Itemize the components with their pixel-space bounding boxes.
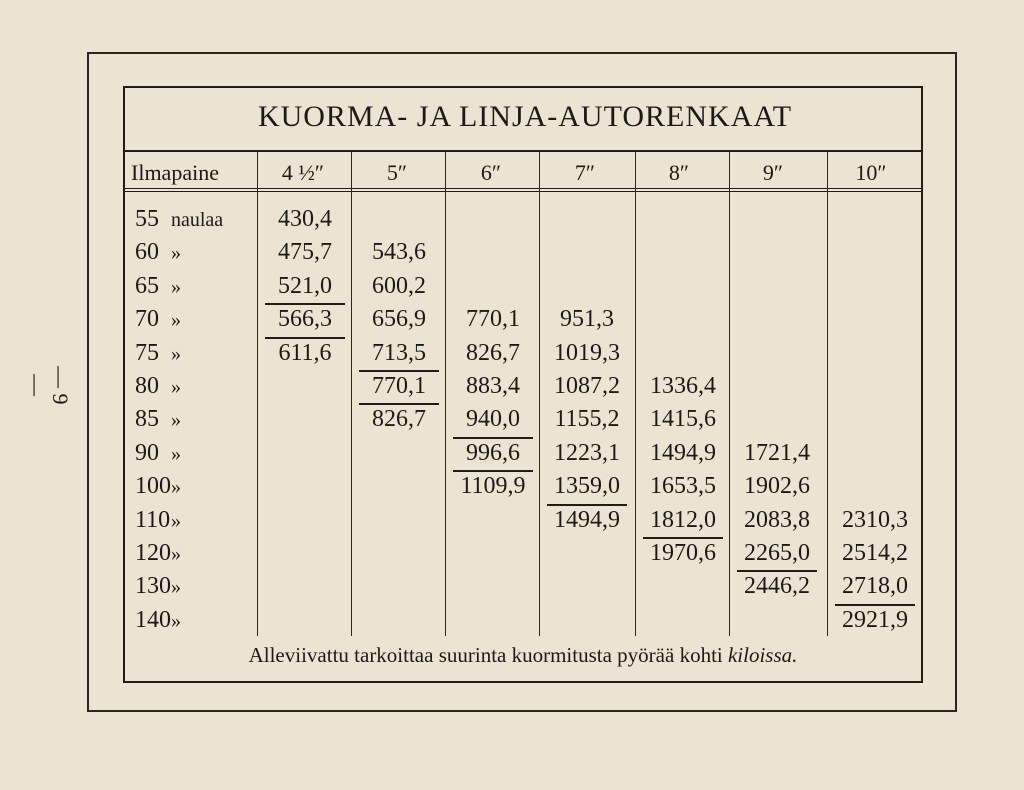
- load-cell: 996,6: [447, 440, 539, 467]
- pressure-value: 85: [135, 406, 159, 433]
- load-cell: 1155,2: [554, 406, 620, 433]
- table-row: [125, 440, 921, 473]
- pressure-value: 55: [135, 206, 159, 232]
- table-row: [125, 239, 921, 272]
- pressure-value: 140: [135, 606, 171, 633]
- pressure-unit: »: [171, 609, 181, 632]
- load-cell: 1109,9: [447, 473, 539, 500]
- load-cell: 611,6: [259, 340, 351, 367]
- load-cell: 1970,6: [637, 540, 729, 567]
- table-row: [125, 573, 921, 606]
- load-cell: 2921,9: [829, 607, 921, 634]
- table-row: [125, 340, 921, 373]
- pressure-value: 130: [135, 573, 171, 600]
- title-divider: [125, 150, 921, 152]
- header-pressure: Ilmapaine: [131, 160, 219, 185]
- pressure-cell: [135, 206, 245, 233]
- load-cell: 2310,3: [842, 506, 908, 533]
- page-number: — 9 —: [24, 365, 73, 405]
- pressure-value: 120: [135, 540, 171, 566]
- pressure-cell: [135, 507, 245, 534]
- load-cell: 1336,4: [650, 373, 716, 399]
- pressure-cell: [135, 540, 245, 567]
- pressure-unit: »: [171, 275, 181, 298]
- load-cell: 566,3: [259, 306, 351, 333]
- pressure-value: 60: [135, 239, 159, 266]
- table-row: [125, 507, 921, 540]
- header-size-8: 8″: [668, 160, 690, 185]
- pressure-unit: »: [171, 543, 181, 565]
- pressure-unit: »: [171, 242, 181, 265]
- pressure-value: 75: [135, 339, 159, 366]
- load-cell: 826,7: [353, 406, 445, 433]
- pressure-cell: [135, 406, 245, 433]
- table-row: [125, 273, 921, 306]
- table-header-row: [125, 154, 921, 188]
- load-cell: 1494,9: [541, 507, 633, 534]
- load-cell: 600,2: [372, 272, 426, 299]
- load-cell: 1019,3: [554, 339, 620, 366]
- load-cell: 951,3: [560, 306, 614, 333]
- pressure-value: 80: [135, 373, 159, 399]
- footnote-text: Alleviivattu tarkoittaa suurinta kuormitusta pyörää kohti: [248, 643, 723, 667]
- load-cell: 2265,0: [744, 540, 810, 566]
- footnote-emphasis: kiloissa.: [727, 643, 798, 667]
- pressure-unit: »: [171, 509, 181, 532]
- load-cell: 2083,8: [744, 506, 810, 533]
- table-row: [125, 206, 921, 239]
- header-size-4-5: 4 ½″: [281, 160, 325, 185]
- load-cell: 826,7: [466, 339, 520, 366]
- footnote: [125, 643, 921, 668]
- load-cell: 713,5: [372, 339, 426, 366]
- load-cell: 1359,0: [554, 473, 620, 500]
- load-cell: 475,7: [278, 239, 332, 266]
- load-cell: 1087,2: [554, 373, 620, 399]
- pressure-cell: [135, 373, 245, 400]
- load-cell: 2446,2: [731, 573, 823, 600]
- pressure-unit: naulaa: [171, 209, 224, 231]
- table-row: [125, 306, 921, 339]
- pressure-value: 90: [135, 439, 159, 466]
- pressure-unit: »: [171, 342, 181, 365]
- load-cell: 1494,9: [650, 439, 716, 466]
- load-cell: 883,4: [466, 373, 520, 399]
- pressure-value: 110: [135, 506, 171, 533]
- load-cell: 430,4: [278, 206, 332, 232]
- tire-load-table: [123, 86, 923, 683]
- load-cell: 1415,6: [650, 406, 716, 433]
- pressure-cell: [135, 306, 245, 333]
- load-cell: 1721,4: [744, 439, 810, 466]
- table-row: [125, 406, 921, 439]
- pressure-cell: [135, 473, 245, 500]
- header-size-7: 7″: [574, 160, 596, 185]
- pressure-cell: [135, 273, 245, 300]
- pressure-unit: »: [171, 476, 181, 499]
- header-size-6: 6″: [480, 160, 502, 185]
- table-row: [125, 473, 921, 506]
- pressure-cell: [135, 440, 245, 467]
- header-divider-top: [125, 188, 921, 189]
- load-cell: 656,9: [372, 306, 426, 333]
- pressure-cell: [135, 607, 245, 634]
- load-cell: 1223,1: [554, 439, 620, 466]
- load-cell: 770,1: [353, 373, 445, 400]
- load-cell: 1902,6: [744, 473, 810, 500]
- load-cell: 770,1: [466, 306, 520, 333]
- header-size-5: 5″: [386, 160, 408, 185]
- pressure-unit: »: [171, 309, 181, 332]
- load-cell: 543,6: [372, 239, 426, 266]
- load-cell: 2718,0: [842, 573, 908, 600]
- header-divider-bottom: [125, 191, 921, 192]
- header-size-9: 9″: [762, 160, 784, 185]
- pressure-cell: [135, 340, 245, 367]
- load-cell: 2514,2: [842, 540, 908, 566]
- pressure-unit: »: [171, 376, 181, 398]
- load-cell: 940,0: [466, 406, 520, 433]
- pressure-value: 100: [135, 473, 171, 500]
- pressure-cell: [135, 239, 245, 266]
- pressure-unit: »: [171, 576, 181, 599]
- load-cell: 1812,0: [650, 506, 716, 533]
- load-cell: 1653,5: [650, 473, 716, 500]
- pressure-value: 70: [135, 306, 159, 333]
- pressure-unit: »: [171, 442, 181, 465]
- table-row: [125, 607, 921, 640]
- pressure-unit: »: [171, 409, 181, 432]
- pressure-value: 65: [135, 272, 159, 299]
- table-title: KUORMA- JA LINJA-AUTORENKAAT: [257, 100, 793, 133]
- header-size-10: 10″: [855, 160, 887, 185]
- table-row: [125, 373, 921, 406]
- load-cell: 521,0: [278, 272, 332, 299]
- pressure-cell: [135, 573, 245, 600]
- table-row: [125, 540, 921, 573]
